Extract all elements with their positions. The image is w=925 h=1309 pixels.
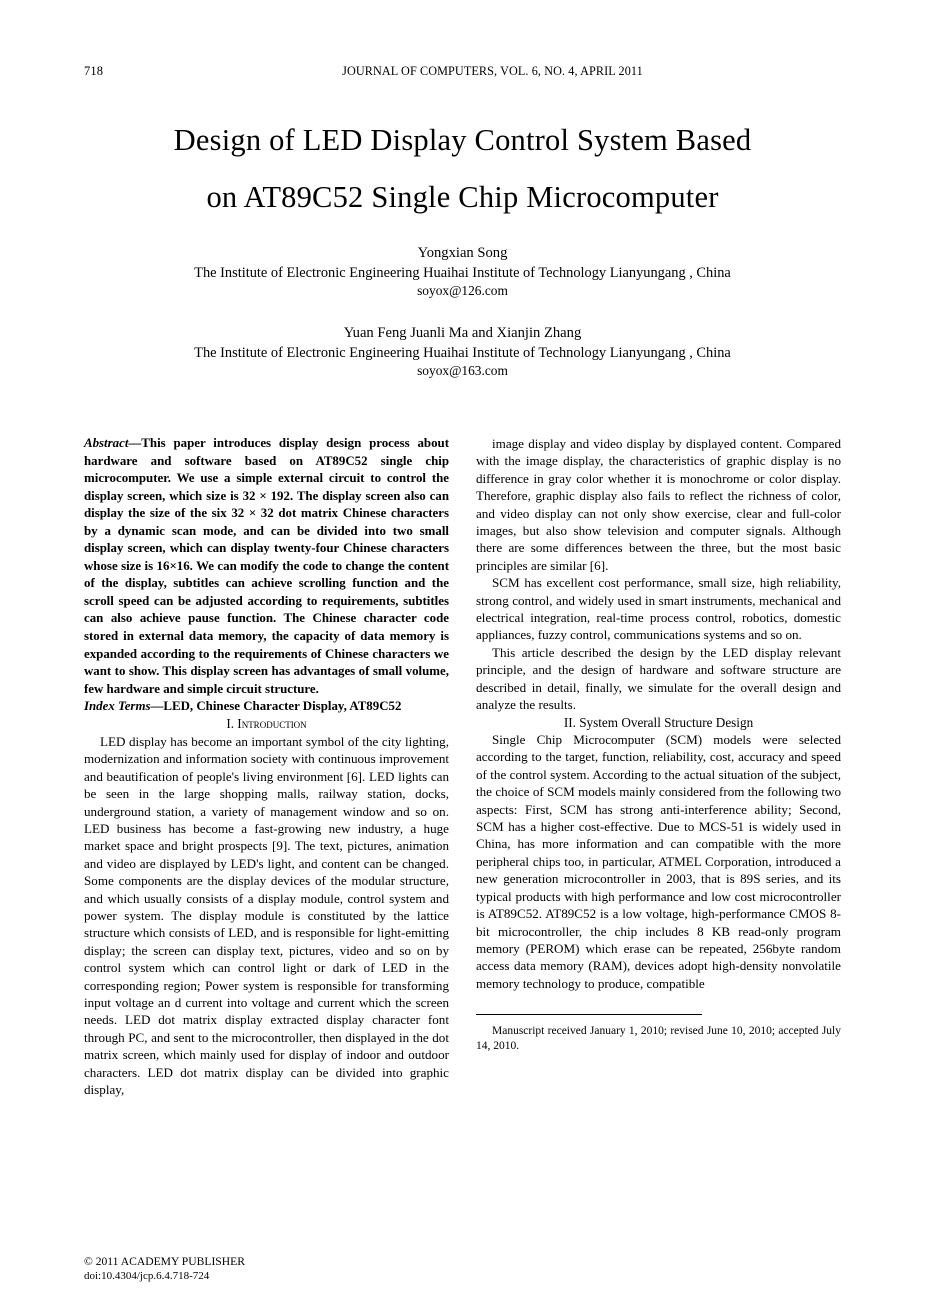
right-paragraph-4: Single Chip Microcomputer (SCM) models were selected according to the target, function, reliability, cost, accuracy and speed of the control system. According to the actual situation of the subject, the choice of SCM models mainly considered from the following two aspects: First, SCM has strong anti-interference ability; Second, SCM has a higher cost-effective. Due to MCS-51 is widely used in China, has more information and can compatible with the more peripheral chips too, in particular, ATMEL Corporation, introduced a new generation microcontroller in 2003, that is 89S series, and its typical products with high performance and low cost microcontroller is AT89C52. AT89C52 is a low voltage, high-performance CMOS 8-bit microcontroller, the chip includes 8 KB read-only program memory (PEROM) which erase can be repeated, 256byte random access data memory (RAM), devices adopt high-density nonvolatile memory technology to produce, compatible (476, 732, 841, 991)
abstract-text: —This paper introduces display design process about hardware and software based on AT89C52 single chip microcomputer. We use a simple external circuit to control the display screen, which size is 32 × 192. The display screen also can display the size of the six 32 × 32 dot matrix Chinese characters by a dynamic scan mode, and can be divided into two small display screen, which can display twenty-four Chinese characters whose size is 16×16. We can modify the code to change the content of the display, subtitles can achieve scrolling function and the scroll speed can be adjusted according to requirements, subtitles can also achieve pause function. The Chinese character code stored in external data memory, the capacity of data memory is expanded according to the requirements of Chinese characters we want to show. This display screen has advantages of small volume, few hardware and simple circuit structure. (84, 436, 449, 696)
email-2: soyox@163.com (417, 363, 508, 378)
page-number: 718 (84, 64, 104, 78)
abstract-paragraph (84, 435, 449, 698)
journal-reference: JOURNAL OF COMPUTERS, VOL. 6, NO. 4, APRIL 2011 (342, 64, 643, 78)
abstract-label: Abstract (84, 436, 129, 450)
paper-title-line-2: on AT89C52 Single Chip Microcomputer (206, 179, 719, 214)
left-column (84, 435, 449, 1098)
page-footer (84, 1254, 245, 1283)
author-group-2: Yuan Feng Juanli Ma and Xianjin Zhang (343, 325, 582, 341)
paper-title-line-1: Design of LED Display Control System Based (173, 123, 752, 157)
right-paragraph-1: image display and video display by displayed content. Compared with the image display, the characteristics of graphic display is no difference in gray color whether it is monochrome or color display. Therefore, graphic display also fails to reflect the richness of color, and video display can not only show exercise, clear and full-color images, but also show television and computer signals. Although there are some differences between the three, but the most basic principles are similar [6]. (476, 436, 841, 573)
right-paragraph-2: SCM has excellent cost performance, small size, high reliability, strong control, and widely used in smart instruments, mechanical and electrical integration, real-time process control, robotics, domestic appliances, fuzzy control, communications systems and so on. (476, 575, 841, 643)
doi-line: doi:10.4304/jcp.6.4.718-724 (84, 1269, 210, 1282)
copyright-line: © 2011 ACADEMY PUBLISHER (84, 1254, 245, 1268)
author-group-1: Yongxian Song (417, 245, 508, 261)
running-head (84, 64, 841, 79)
index-terms-text: —LED, Chinese Character Display, AT89C52 (150, 699, 402, 714)
affiliation-2: The Institute of Electronic Engineering Huaihai Institute of Technology Lianyungang , China (194, 345, 731, 361)
right-paragraph-3: This article described the design by the LED display relevant principle, and the design of hardware and software structure are described in detail, finally, we simulate for the overall design and analyze the results. (476, 644, 841, 713)
section-heading-system-overall-structure-design: II. System Overall Structure Design (563, 714, 754, 730)
affiliation-1: The Institute of Electronic Engineering Huaihai Institute of Technology Lianyungang , China (194, 265, 731, 281)
section-heading-introduction: I. Introduction (226, 716, 307, 732)
title-block (84, 125, 841, 379)
email-1: soyox@126.com (417, 283, 508, 298)
body-columns (84, 435, 841, 1098)
index-terms-label: Index Terms (84, 699, 151, 714)
footnote-divider (476, 1014, 702, 1015)
index-terms (84, 698, 449, 715)
manuscript-footnote: Manuscript received January 1, 2010; revised June 10, 2010; accepted July 14, 2010. (476, 1025, 841, 1053)
right-column (476, 435, 841, 1098)
intro-paragraph-1: LED display has become an important symbol of the city lighting, modernization and information society with continuous improvement and beautification of people's living environment [6]. LED lights can be seen in the large shopping malls, railway station, docks, underground station, a variety of management window and so on. LED business has become a fast-growing new industry, a huge market space and bright prospects [9]. The text, pictures, animation and video are displayed by LED's light, and content can be changed. Some components are the display devices of the modular structure, and which usually consists of a display module, control system and power system. The display module is constituted by the lattice structure which consists of LED, and is responsible for light-emitting display; the screen can display text, pictures, video and so on by control system which can control light or dark of LED in the corresponding region; Power system is responsible for transforming input voltage an d current into voltage and current which the screen needs. LED dot matrix display extracted display character font through PC, and sent to the microcontroller, then displayed in the dot matrix screen, which mainly used for display of indoor and outdoor characters. LED dot matrix display can be divided into graphic display, (84, 733, 449, 1098)
